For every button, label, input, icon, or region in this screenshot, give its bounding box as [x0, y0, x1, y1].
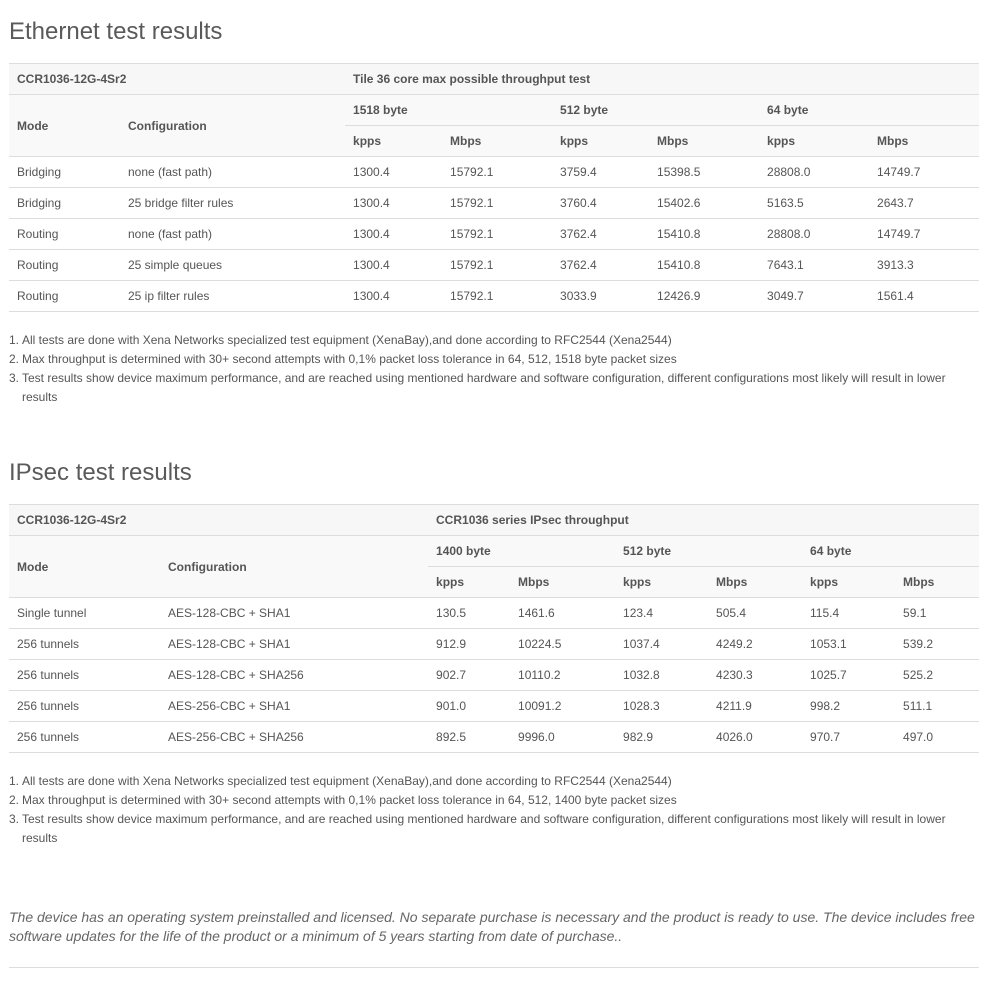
value-cell: 59.1 [895, 598, 979, 629]
value-cell: 3913.3 [869, 250, 979, 281]
value-cell: 15398.5 [649, 157, 759, 188]
device-model: CCR1036-12G-4Sr2 [9, 505, 428, 536]
configuration-cell: AES-128-CBC + SHA1 [160, 629, 428, 660]
value-cell: 3049.7 [759, 281, 869, 312]
license-disclaimer: The device has an operating system preinstalled and licensed. No separate purchase is necessary and the product is ready to use. The device includes free software updates for the life of the product or a minimum of 5 years starting from date of purchase.. [9, 909, 975, 944]
note-number: 3. [9, 812, 20, 826]
unit-header-mbps: Mbps [869, 126, 979, 157]
note-text: Max throughput is determined with 30+ second attempts with 0,1% packet loss tolerance in 64, 512, 1518 byte packet sizes [22, 352, 677, 366]
value-cell: 1300.4 [345, 219, 442, 250]
value-cell: 15792.1 [442, 219, 552, 250]
value-cell: 15410.8 [649, 250, 759, 281]
unit-header-mbps: Mbps [510, 567, 615, 598]
mode-cell: Bridging [9, 188, 120, 219]
value-cell: 5163.5 [759, 188, 869, 219]
configuration-cell: AES-256-CBC + SHA256 [160, 722, 428, 753]
value-cell: 511.1 [895, 691, 979, 722]
note-text: Test results show device maximum performance, and are reached using mentioned hardware and software configuration, different configurations most likely will result in lower results [22, 371, 946, 404]
unit-header-kpps: kpps [802, 567, 895, 598]
value-cell: 3762.4 [552, 250, 649, 281]
note-text: All tests are done with Xena Networks specialized test equipment (XenaBay),and done according to RFC2544 (Xena2544) [22, 333, 672, 347]
value-cell: 15792.1 [442, 281, 552, 312]
packet-size-header: 64 byte [802, 536, 979, 567]
ipsec-notes-list [9, 772, 979, 848]
table-row [9, 250, 979, 281]
value-cell: 1561.4 [869, 281, 979, 312]
list-item [9, 369, 979, 407]
mode-cell: Bridging [9, 157, 120, 188]
list-item [9, 350, 979, 369]
column-header-configuration: Configuration [120, 95, 345, 157]
device-model: CCR1036-12G-4Sr2 [9, 64, 345, 95]
column-header-configuration: Configuration [160, 536, 428, 598]
list-item [9, 331, 979, 350]
packet-size-header: 512 byte [615, 536, 802, 567]
packet-size-header: 1400 byte [428, 536, 615, 567]
value-cell: 912.9 [428, 629, 510, 660]
unit-header-mbps: Mbps [708, 567, 802, 598]
ipsec-section-title: IPsec test results [9, 459, 192, 486]
column-header-mode: Mode [9, 536, 160, 598]
packet-size-header: 512 byte [552, 95, 759, 126]
configuration-cell: 25 simple queues [120, 250, 345, 281]
value-cell: 525.2 [895, 660, 979, 691]
value-cell: 2643.7 [869, 188, 979, 219]
note-number: 1. [9, 333, 20, 347]
unit-header-mbps: Mbps [442, 126, 552, 157]
value-cell: 1300.4 [345, 157, 442, 188]
value-cell: 7643.1 [759, 250, 869, 281]
value-cell: 892.5 [428, 722, 510, 753]
value-cell: 3760.4 [552, 188, 649, 219]
value-cell: 14749.7 [869, 219, 979, 250]
mode-cell: 256 tunnels [9, 722, 160, 753]
value-cell: 539.2 [895, 629, 979, 660]
unit-header-kpps: kpps [552, 126, 649, 157]
mode-cell: Routing [9, 219, 120, 250]
value-cell: 15410.8 [649, 219, 759, 250]
configuration-cell: none (fast path) [120, 219, 345, 250]
divider [9, 967, 979, 968]
configuration-cell: AES-128-CBC + SHA1 [160, 598, 428, 629]
value-cell: 15792.1 [442, 157, 552, 188]
value-cell: 1300.4 [345, 250, 442, 281]
list-item [9, 791, 979, 810]
value-cell: 902.7 [428, 660, 510, 691]
mode-cell: 256 tunnels [9, 660, 160, 691]
table-row [9, 157, 979, 188]
table-row [9, 660, 979, 691]
unit-header-kpps: kpps [615, 567, 708, 598]
value-cell: 497.0 [895, 722, 979, 753]
value-cell: 10091.2 [510, 691, 615, 722]
value-cell: 1461.6 [510, 598, 615, 629]
unit-header-mbps: Mbps [895, 567, 979, 598]
value-cell: 505.4 [708, 598, 802, 629]
value-cell: 123.4 [615, 598, 708, 629]
value-cell: 14749.7 [869, 157, 979, 188]
value-cell: 15792.1 [442, 188, 552, 219]
value-cell: 1053.1 [802, 629, 895, 660]
unit-header-kpps: kpps [428, 567, 510, 598]
note-number: 2. [9, 793, 20, 807]
value-cell: 1028.3 [615, 691, 708, 722]
note-number: 1. [9, 774, 20, 788]
value-cell: 115.4 [802, 598, 895, 629]
value-cell: 1300.4 [345, 281, 442, 312]
packet-size-header: 64 byte [759, 95, 979, 126]
unit-header-mbps: Mbps [649, 126, 759, 157]
note-number: 3. [9, 371, 20, 385]
table-row [9, 219, 979, 250]
list-item [9, 810, 979, 848]
list-item [9, 772, 979, 791]
mode-cell: Single tunnel [9, 598, 160, 629]
table-row [9, 598, 979, 629]
mode-cell: Routing [9, 250, 120, 281]
configuration-cell: AES-256-CBC + SHA1 [160, 691, 428, 722]
value-cell: 4026.0 [708, 722, 802, 753]
configuration-cell: AES-128-CBC + SHA256 [160, 660, 428, 691]
test-title: CCR1036 series IPsec throughput [428, 505, 979, 536]
ethernet-section-title: Ethernet test results [9, 18, 223, 45]
value-cell: 1037.4 [615, 629, 708, 660]
note-number: 2. [9, 352, 20, 366]
value-cell: 12426.9 [649, 281, 759, 312]
value-cell: 3762.4 [552, 219, 649, 250]
value-cell: 1025.7 [802, 660, 895, 691]
table-row [9, 629, 979, 660]
value-cell: 970.7 [802, 722, 895, 753]
table-row [9, 188, 979, 219]
value-cell: 9996.0 [510, 722, 615, 753]
value-cell: 982.9 [615, 722, 708, 753]
value-cell: 901.0 [428, 691, 510, 722]
value-cell: 1032.8 [615, 660, 708, 691]
mode-cell: 256 tunnels [9, 629, 160, 660]
ethernet-results-table [9, 63, 979, 312]
value-cell: 1300.4 [345, 188, 442, 219]
table-row [9, 281, 979, 312]
value-cell: 28808.0 [759, 219, 869, 250]
ethernet-notes-list [9, 331, 979, 407]
table-row [9, 722, 979, 753]
page [9, 0, 979, 968]
ipsec-results-table [9, 504, 979, 753]
mode-cell: 256 tunnels [9, 691, 160, 722]
note-text: Test results show device maximum performance, and are reached using mentioned hardware and software configuration, different configurations most likely will result in lower results [22, 812, 946, 845]
unit-header-kpps: kpps [345, 126, 442, 157]
value-cell: 4249.2 [708, 629, 802, 660]
configuration-cell: none (fast path) [120, 157, 345, 188]
value-cell: 10110.2 [510, 660, 615, 691]
value-cell: 998.2 [802, 691, 895, 722]
note-text: All tests are done with Xena Networks specialized test equipment (XenaBay),and done according to RFC2544 (Xena2544) [22, 774, 672, 788]
value-cell: 10224.5 [510, 629, 615, 660]
value-cell: 15792.1 [442, 250, 552, 281]
value-cell: 3033.9 [552, 281, 649, 312]
test-title: Tile 36 core max possible throughput test [345, 64, 979, 95]
column-header-mode: Mode [9, 95, 120, 157]
value-cell: 15402.6 [649, 188, 759, 219]
configuration-cell: 25 bridge filter rules [120, 188, 345, 219]
configuration-cell: 25 ip filter rules [120, 281, 345, 312]
packet-size-header: 1518 byte [345, 95, 552, 126]
value-cell: 130.5 [428, 598, 510, 629]
value-cell: 28808.0 [759, 157, 869, 188]
value-cell: 4211.9 [708, 691, 802, 722]
note-text: Max throughput is determined with 30+ second attempts with 0,1% packet loss tolerance in 64, 512, 1400 byte packet sizes [22, 793, 677, 807]
table-row [9, 691, 979, 722]
value-cell: 4230.3 [708, 660, 802, 691]
unit-header-kpps: kpps [759, 126, 869, 157]
mode-cell: Routing [9, 281, 120, 312]
value-cell: 3759.4 [552, 157, 649, 188]
